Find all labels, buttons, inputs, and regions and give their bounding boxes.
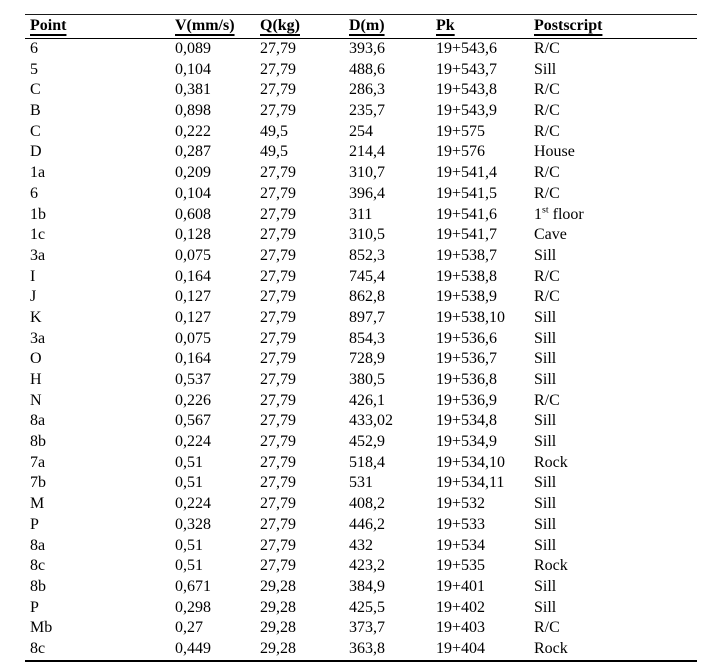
cell-pk: 19+543,8 (436, 81, 498, 99)
cell-postscript: R/C (534, 288, 560, 306)
cell-pk: 19+401 (436, 577, 486, 595)
cell-postscript: R/C (534, 102, 560, 120)
cell-pk: 19+402 (436, 598, 486, 616)
cell-v: 0,51 (175, 453, 203, 471)
cell-point: 7a (30, 453, 46, 471)
cell-v: 0,209 (175, 164, 211, 182)
cell-d: 862,8 (349, 288, 385, 306)
cell-pk: 19+536,7 (436, 350, 498, 368)
cell-q: 27,79 (260, 329, 296, 347)
cell-d: 745,4 (349, 267, 385, 285)
cell-v: 0,449 (175, 639, 211, 657)
cell-pk: 19+404 (436, 639, 486, 657)
cell-v: 0,381 (175, 81, 211, 99)
cell-pk: 19+536,8 (436, 371, 498, 388)
cell-postscript: Sill (534, 371, 557, 388)
cell-point: 8a (30, 536, 46, 554)
cell-postscript: R/C (534, 40, 560, 57)
table-row (25, 639, 697, 660)
cell-pk: 19+543,7 (436, 60, 498, 78)
cell-d: 488,6 (349, 60, 385, 78)
cell-point: 1b (30, 205, 46, 223)
cell-v: 0,224 (175, 495, 211, 513)
column-header-d-label: D(m) (349, 17, 385, 34)
cell-v: 0,287 (175, 143, 211, 161)
cell-postscript: Sill (534, 515, 557, 533)
table-row (25, 184, 697, 205)
cell-v: 0,671 (175, 577, 211, 595)
cell-v: 0,224 (175, 433, 211, 451)
column-header-postscript-label: Postscript (534, 17, 603, 34)
cell-q: 27,79 (260, 288, 296, 306)
cell-point: B (30, 102, 41, 120)
cell-d: 310,7 (349, 164, 385, 182)
cell-q: 49,5 (260, 122, 288, 140)
cell-pk: 19+534,8 (436, 412, 498, 430)
table-row (25, 577, 697, 598)
cell-point: 8b (30, 433, 46, 451)
cell-d: 311 (349, 205, 373, 223)
cell-pk: 19+532 (436, 495, 486, 513)
column-header-v (175, 15, 260, 38)
cell-q: 27,79 (260, 81, 296, 99)
cell-q: 27,79 (260, 433, 296, 451)
cell-postscript: R/C (534, 391, 560, 409)
cell-q: 29,28 (260, 598, 296, 616)
cell-q: 27,79 (260, 308, 296, 326)
cell-q: 27,79 (260, 453, 296, 471)
cell-v: 0,089 (175, 40, 211, 57)
table-row (25, 122, 697, 143)
cell-postscript: Sill (534, 246, 557, 264)
table-row (25, 494, 697, 515)
table-row (25, 60, 697, 81)
cell-q: 27,79 (260, 246, 296, 264)
cell-v: 0,51 (175, 557, 203, 575)
cell-d: 433,02 (349, 412, 393, 430)
cell-postscript: Rock (534, 557, 568, 575)
cell-v: 0,328 (175, 515, 211, 533)
cell-pk: 19+538,7 (436, 246, 498, 264)
cell-pk: 19+538,10 (436, 308, 506, 326)
table-row (25, 267, 697, 288)
cell-postscript: Sill (534, 60, 557, 78)
table-row (25, 225, 697, 246)
cell-point: I (30, 267, 36, 285)
cell-q: 27,79 (260, 102, 296, 120)
cell-point: 5 (30, 60, 38, 78)
table-row (25, 205, 697, 226)
table-row (25, 556, 697, 577)
cell-pk: 19+403 (436, 619, 486, 637)
table-row (25, 618, 697, 639)
cell-point: 7b (30, 474, 46, 492)
cell-d: 423,2 (349, 557, 385, 575)
cell-point: 3a (30, 246, 46, 264)
cell-point: D (30, 143, 42, 161)
cell-postscript: R/C (534, 81, 560, 99)
cell-q: 27,79 (260, 60, 296, 78)
cell-point: C (30, 122, 41, 140)
table-row (25, 515, 697, 536)
cell-d: 310,5 (349, 226, 385, 244)
table-row (25, 287, 697, 308)
cell-point: P (30, 598, 39, 616)
table-row (25, 598, 697, 619)
cell-d: 384,9 (349, 577, 385, 595)
cell-v: 0,128 (175, 226, 211, 244)
table-row (25, 101, 697, 122)
cell-postscript: Sill (534, 474, 557, 492)
table-row (25, 391, 697, 412)
cell-d: 854,3 (349, 329, 385, 347)
table-body (25, 39, 697, 660)
cell-v: 0,898 (175, 102, 211, 120)
cell-point: C (30, 81, 41, 99)
cell-point: M (30, 495, 45, 513)
cell-v: 0,104 (175, 184, 211, 202)
cell-point: K (30, 308, 42, 326)
cell-point: 6 (30, 40, 38, 57)
column-header-q-label: Q(kg) (260, 17, 300, 34)
cell-q: 27,79 (260, 515, 296, 533)
cell-postscript: Rock (534, 453, 568, 471)
cell-pk: 19+541,6 (436, 205, 498, 223)
cell-postscript: Sill (534, 350, 557, 368)
cell-point: O (30, 350, 42, 368)
cell-v: 0,075 (175, 329, 211, 347)
column-header-point (25, 15, 175, 38)
table-row (25, 349, 697, 370)
cell-q: 29,28 (260, 619, 296, 637)
cell-q: 27,79 (260, 536, 296, 554)
table-row (25, 39, 697, 60)
cell-d: 214,4 (349, 143, 385, 161)
cell-postscript: Rock (534, 639, 568, 657)
cell-d: 425,5 (349, 598, 385, 616)
column-header-pk (436, 15, 534, 38)
cell-pk: 19+541,7 (436, 226, 498, 244)
cell-postscript: Sill (534, 412, 557, 430)
cell-postscript: Sill (534, 329, 557, 347)
cell-postscript: 1st floor (534, 204, 584, 223)
table-row (25, 80, 697, 101)
cell-v: 0,164 (175, 267, 211, 285)
cell-point: 8c (30, 557, 46, 575)
column-header-d (349, 15, 436, 38)
cell-d: 373,7 (349, 619, 385, 637)
cell-q: 49,5 (260, 143, 288, 161)
cell-d: 426,1 (349, 391, 385, 409)
column-header-point-label: Point (30, 17, 67, 34)
cell-v: 0,51 (175, 536, 203, 554)
cell-d: 432 (349, 536, 373, 554)
cell-pk: 19+575 (436, 122, 486, 140)
cell-v: 0,222 (175, 122, 211, 140)
cell-point: 6 (30, 184, 38, 202)
cell-point: N (30, 391, 42, 409)
column-header-postscript (534, 15, 697, 38)
cell-q: 27,79 (260, 226, 296, 244)
cell-pk: 19+534,9 (436, 433, 498, 451)
cell-pk: 19+536,6 (436, 329, 498, 347)
cell-postscript: Sill (534, 577, 557, 595)
cell-point: 1c (30, 226, 46, 244)
cell-v: 0,164 (175, 350, 211, 368)
cell-v: 0,27 (175, 619, 203, 637)
cell-pk: 19+576 (436, 143, 486, 161)
cell-postscript: Sill (534, 308, 557, 326)
cell-d: 254 (349, 122, 373, 140)
cell-point: 8b (30, 577, 46, 595)
cell-q: 27,79 (260, 371, 296, 388)
cell-pk: 19+534,11 (436, 474, 505, 492)
cell-v: 0,127 (175, 308, 211, 326)
cell-d: 897,7 (349, 308, 385, 326)
cell-pk: 19+534 (436, 536, 486, 554)
cell-pk: 19+536,9 (436, 391, 498, 409)
table-row (25, 246, 697, 267)
cell-d: 363,8 (349, 639, 385, 657)
cell-d: 408,2 (349, 495, 385, 513)
table-row (25, 308, 697, 329)
cell-postscript: Cave (534, 226, 567, 244)
cell-q: 27,79 (260, 350, 296, 368)
cell-point: 8a (30, 412, 46, 430)
cell-pk: 19+541,4 (436, 164, 498, 182)
cell-postscript: R/C (534, 122, 560, 140)
cell-postscript: House (534, 143, 575, 161)
vibration-data-table (25, 14, 697, 662)
cell-postscript: Sill (534, 536, 557, 554)
cell-postscript: R/C (534, 267, 560, 285)
cell-q: 27,79 (260, 267, 296, 285)
cell-pk: 19+533 (436, 515, 486, 533)
cell-q: 29,28 (260, 639, 296, 657)
cell-point: 1a (30, 164, 46, 182)
cell-v: 0,51 (175, 474, 203, 492)
cell-q: 27,79 (260, 40, 296, 57)
table-row (25, 411, 697, 432)
column-header-q (260, 15, 349, 38)
column-header-v-label: V(mm/s) (175, 17, 235, 34)
table-row (25, 142, 697, 163)
cell-pk: 19+543,6 (436, 40, 498, 57)
cell-point: 3a (30, 329, 46, 347)
cell-d: 852,3 (349, 246, 385, 264)
cell-d: 396,4 (349, 184, 385, 202)
cell-v: 0,104 (175, 60, 211, 78)
cell-pk: 19+538,9 (436, 288, 498, 306)
cell-d: 728,9 (349, 350, 385, 368)
cell-point: 8c (30, 639, 46, 657)
table-row (25, 432, 697, 453)
table-row (25, 453, 697, 474)
cell-d: 518,4 (349, 453, 385, 471)
cell-postscript: Sill (534, 598, 557, 616)
cell-d: 380,5 (349, 371, 385, 388)
cell-point: J (30, 288, 37, 306)
cell-postscript: Sill (534, 433, 557, 451)
cell-q: 29,28 (260, 577, 296, 595)
cell-q: 27,79 (260, 495, 296, 513)
cell-v: 0,075 (175, 246, 211, 264)
cell-v: 0,127 (175, 288, 211, 306)
table-row (25, 329, 697, 350)
table-header-row (25, 15, 697, 39)
cell-v: 0,226 (175, 391, 211, 409)
table-row (25, 536, 697, 557)
cell-point: H (30, 371, 42, 388)
cell-postscript: R/C (534, 619, 560, 637)
cell-d: 531 (349, 474, 373, 492)
cell-pk: 19+543,9 (436, 102, 498, 120)
cell-point: P (30, 515, 39, 533)
cell-d: 393,6 (349, 40, 385, 57)
cell-q: 27,79 (260, 474, 296, 492)
cell-pk: 19+534,10 (436, 453, 506, 471)
cell-postscript: R/C (534, 184, 560, 202)
cell-d: 452,9 (349, 433, 385, 451)
cell-q: 27,79 (260, 164, 296, 182)
cell-d: 286,3 (349, 81, 385, 99)
cell-d: 446,2 (349, 515, 385, 533)
cell-postscript: Sill (534, 495, 557, 513)
cell-q: 27,79 (260, 557, 296, 575)
cell-v: 0,298 (175, 598, 211, 616)
cell-pk: 19+538,8 (436, 267, 498, 285)
table-row (25, 163, 697, 184)
table-row (25, 473, 697, 494)
cell-v: 0,608 (175, 205, 211, 223)
cell-q: 27,79 (260, 205, 296, 223)
cell-pk: 19+535 (436, 557, 486, 575)
cell-point: Mb (30, 619, 53, 637)
cell-postscript: R/C (534, 164, 560, 182)
cell-q: 27,79 (260, 412, 296, 430)
cell-v: 0,567 (175, 412, 211, 430)
cell-v: 0,537 (175, 371, 211, 388)
column-header-pk-label: Pk (436, 17, 455, 34)
cell-pk: 19+541,5 (436, 184, 498, 202)
cell-d: 235,7 (349, 102, 385, 120)
table-row (25, 370, 697, 391)
cell-q: 27,79 (260, 184, 296, 202)
cell-q: 27,79 (260, 391, 296, 409)
